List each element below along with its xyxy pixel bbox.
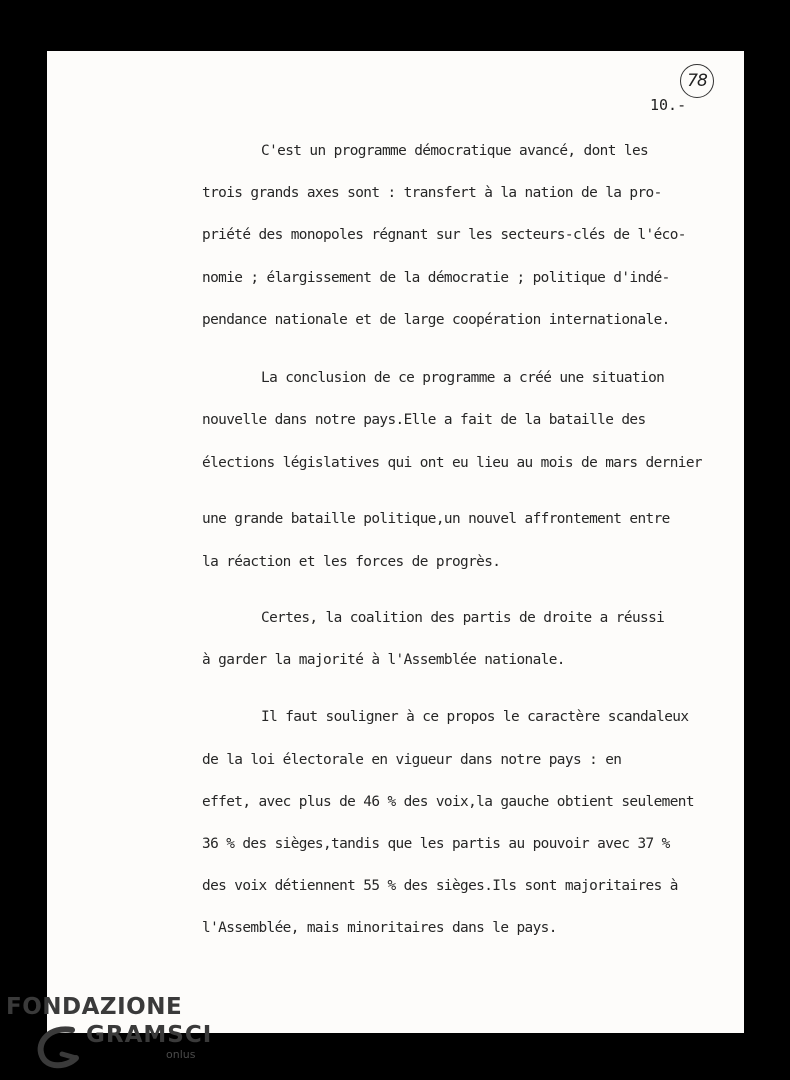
watermark-line-2: GRAMSCI: [86, 1022, 213, 1048]
text-line: pendance nationale et de large coopération internationale.: [202, 312, 670, 328]
text-line: effet, avec plus de 46 % des voix,la gauche obtient seulement: [202, 794, 694, 810]
text-line: priété des monopoles régnant sur les secteurs-clés de l'éco-: [202, 227, 686, 243]
text-line: la réaction et les forces de progrès.: [202, 554, 501, 570]
text-line: Certes, la coalition des partis de droite a réussi: [261, 610, 665, 626]
text-line: nomie ; élargissement de la démocratie ; politique d'indé-: [202, 270, 670, 286]
watermark-swoosh-icon: [32, 1024, 92, 1074]
text-line: des voix détiennent 55 % des sièges.Ils sont majoritaires à: [202, 878, 678, 894]
text-line: La conclusion de ce programme a créé une situation: [261, 370, 665, 386]
typewritten-page: [47, 51, 744, 1033]
watermark-line-1: FONDAZIONE: [6, 994, 183, 1020]
text-line: de la loi électorale en vigueur dans notre pays : en: [202, 752, 622, 768]
text-line: trois grands axes sont : transfert à la nation de la pro-: [202, 185, 662, 201]
page-number: 10.-: [650, 96, 687, 114]
text-line: une grande bataille politique,un nouvel affrontement entre: [202, 511, 670, 527]
archive-page-stamp: 78: [680, 64, 714, 98]
text-line: 36 % des sièges,tandis que les partis au pouvoir avec 37 %: [202, 836, 670, 852]
text-line: l'Assemblée, mais minoritaires dans le pays.: [202, 920, 557, 936]
text-line: élections législatives qui ont eu lieu au mois de mars dernier: [202, 455, 702, 471]
text-line: C'est un programme démocratique avancé, dont les: [261, 143, 649, 159]
text-line: Il faut souligner à ce propos le caractère scandaleux: [261, 709, 689, 725]
fondazione-gramsci-watermark: [6, 994, 213, 1074]
text-line: à garder la majorité à l'Assemblée nationale.: [202, 652, 565, 668]
watermark-line-3: onlus: [166, 1048, 196, 1061]
text-line: nouvelle dans notre pays.Elle a fait de la bataille des: [202, 412, 646, 428]
